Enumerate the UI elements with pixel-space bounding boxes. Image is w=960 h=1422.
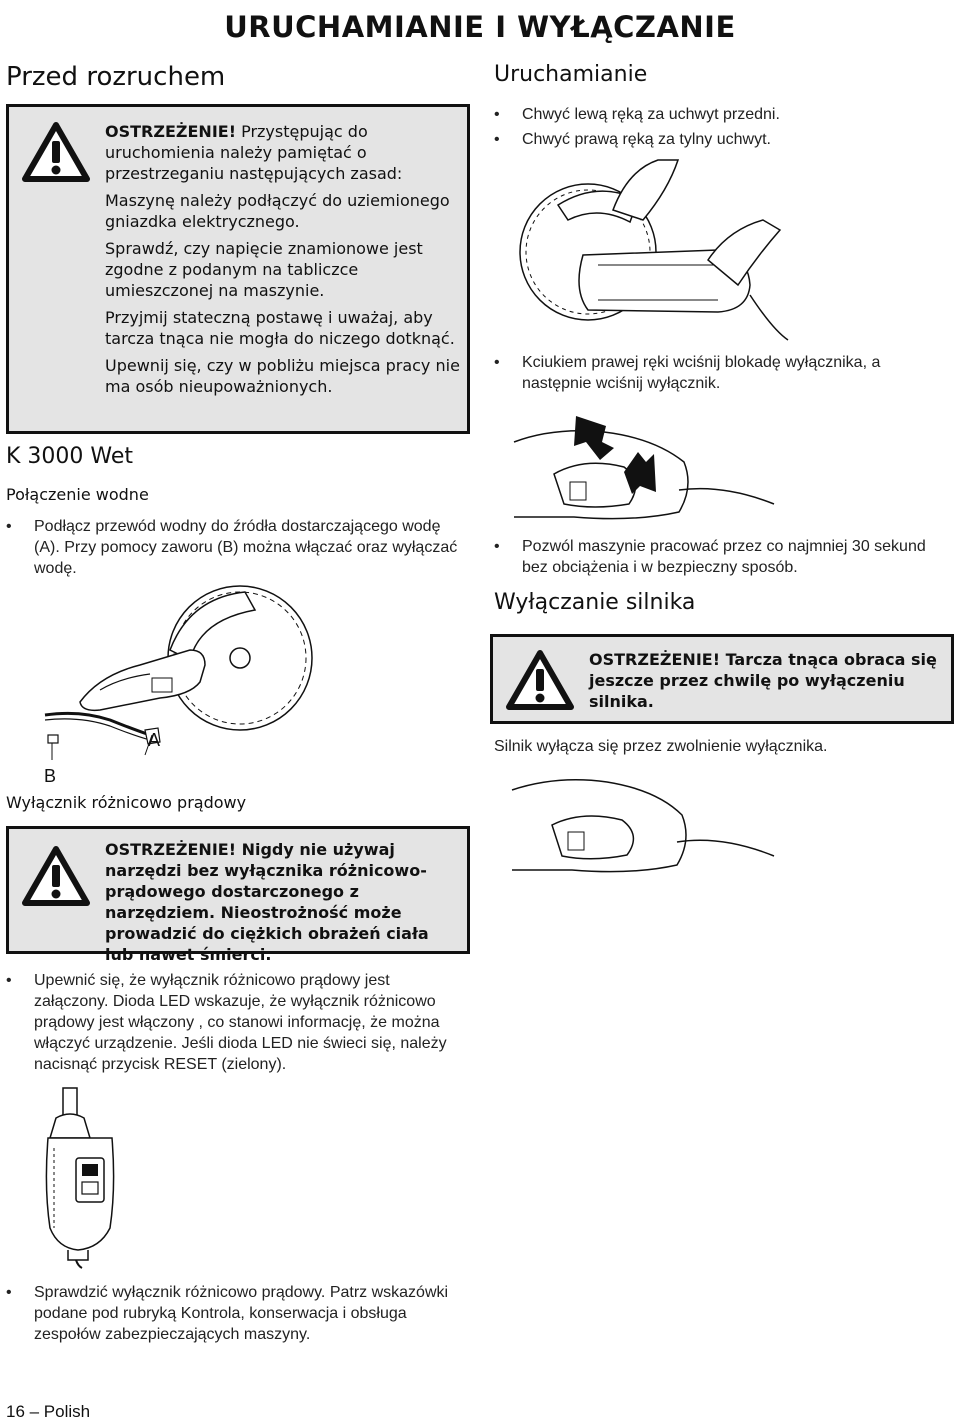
warning-lead: OSTRZEŻENIE!: [105, 840, 236, 859]
page-footer: 16 – Polish: [6, 1402, 91, 1421]
warning-line: Sprawdź, czy napięcie znamionowe jest zgodne z podanym na tabliczce umieszczonej na maszynie.: [105, 239, 423, 300]
warning-triangle-icon: [21, 845, 91, 907]
list-item: • Chwyć lewą ręką za uchwyt przedni.: [494, 104, 954, 125]
page-title: URUCHAMIANIE I WYŁĄCZANIE: [224, 10, 736, 44]
section-title-stop-engine: Wyłączanie silnika: [494, 590, 696, 615]
lock-bullets: [494, 352, 954, 394]
check-bullets: [6, 1282, 466, 1345]
saw-water-connection-illustration: [40, 590, 310, 770]
warning-lead: OSTRZEŻENIE!: [589, 650, 720, 669]
release-trigger-illustration: [512, 770, 774, 880]
warning-box-stop: [490, 634, 954, 724]
warning-line: Maszynę należy podłączyć do uziemionego gniazdka elektrycznego.: [105, 191, 450, 231]
stop-text: Silnik wyłącza się przez zwolnienie wyłącznika.: [494, 738, 828, 755]
warning-text: [105, 839, 461, 971]
model-title: K 3000 Wet: [6, 444, 134, 469]
list-item: • Chwyć prawą ręką za tylny uchwyt.: [494, 129, 954, 150]
section-title-before-start: Przed rozruchem: [6, 62, 226, 92]
warning-lead-rest: Przystępując do uruchomienia należy pamiętać o przestrzeganiu następujących zasad:: [105, 122, 403, 183]
warning-triangle-icon: [21, 121, 91, 183]
hands-holding-saw-illustration: [518, 160, 788, 345]
warning-text: [589, 649, 945, 718]
water-connection-title: Połączenie wodne: [6, 485, 149, 504]
label-a: A: [148, 730, 161, 750]
start-bullets: [494, 104, 954, 150]
warning-triangle-icon: [505, 649, 575, 711]
water-bullets: [6, 516, 466, 579]
warning-line: Upewnij się, czy w pobliżu miejsca pracy nie ma osób nieupoważnionych.: [105, 356, 460, 396]
label-b: B: [44, 766, 57, 786]
rcd-bullets: [6, 970, 466, 1075]
warning-box-before-start: [6, 104, 470, 434]
warning-line: Przyjmij stateczną postawę i uważaj, aby tarcza tnąca nie mogła do niczego dotknąć.: [105, 308, 455, 348]
list-item: • Podłącz przewód wodny do źródła dostarczającego wodę (A). Przy pomocy zaworu (B) można włączać oraz wyłączać wodę.: [6, 516, 466, 579]
list-item: • Sprawdzić wyłącznik różnicowo prądowy. Patrz wskazówki podane pod rubryką Kontrola, konserwacja i obsługa zespołów zabezpieczających maszyny.: [6, 1282, 466, 1345]
list-item: • Pozwól maszynie pracować przez co najmniej 30 sekund bez obciążenia i w bezpieczny sposób.: [494, 536, 954, 578]
list-item: • Kciukiem prawej ręki wciśnij blokadę wyłącznika, a następnie wciśnij wyłącznik.: [494, 352, 954, 394]
rcd-title: Wyłącznik różnicowo prądowy: [6, 793, 247, 812]
warning-lead-rest: Nigdy nie używaj narzędzi bez wyłącznika różnicowo-prądowego dostarczonego z narzędziem. Nieostrożność może prowadzić do ciężkich obrażeń ciała lub nawet śmierci.: [105, 840, 429, 964]
section-title-start: Uruchamianie: [494, 62, 648, 87]
warning-lead-rest: Tarcza tnąca obraca się jeszcze przez chwilę po wyłączeniu silnika.: [589, 650, 937, 711]
warning-text: [105, 121, 461, 403]
run-bullets: [494, 536, 954, 578]
rcd-device-illustration: [38, 1088, 148, 1268]
trigger-lock-illustration: [514, 412, 774, 530]
warning-lead: OSTRZEŻENIE!: [105, 122, 236, 141]
warning-box-rcd: [6, 826, 470, 964]
list-item: • Upewnić się, że wyłącznik różnicowo prądowy jest załączony. Dioda LED wskazuje, że wyłącznik różnicowo prądowy jest włączony , co stanowi informację, że można włączyć urządzenie. Jeśli dioda LED nie świeci się, należy nacisnąć przycisk RESET (zielony).: [6, 970, 466, 1075]
